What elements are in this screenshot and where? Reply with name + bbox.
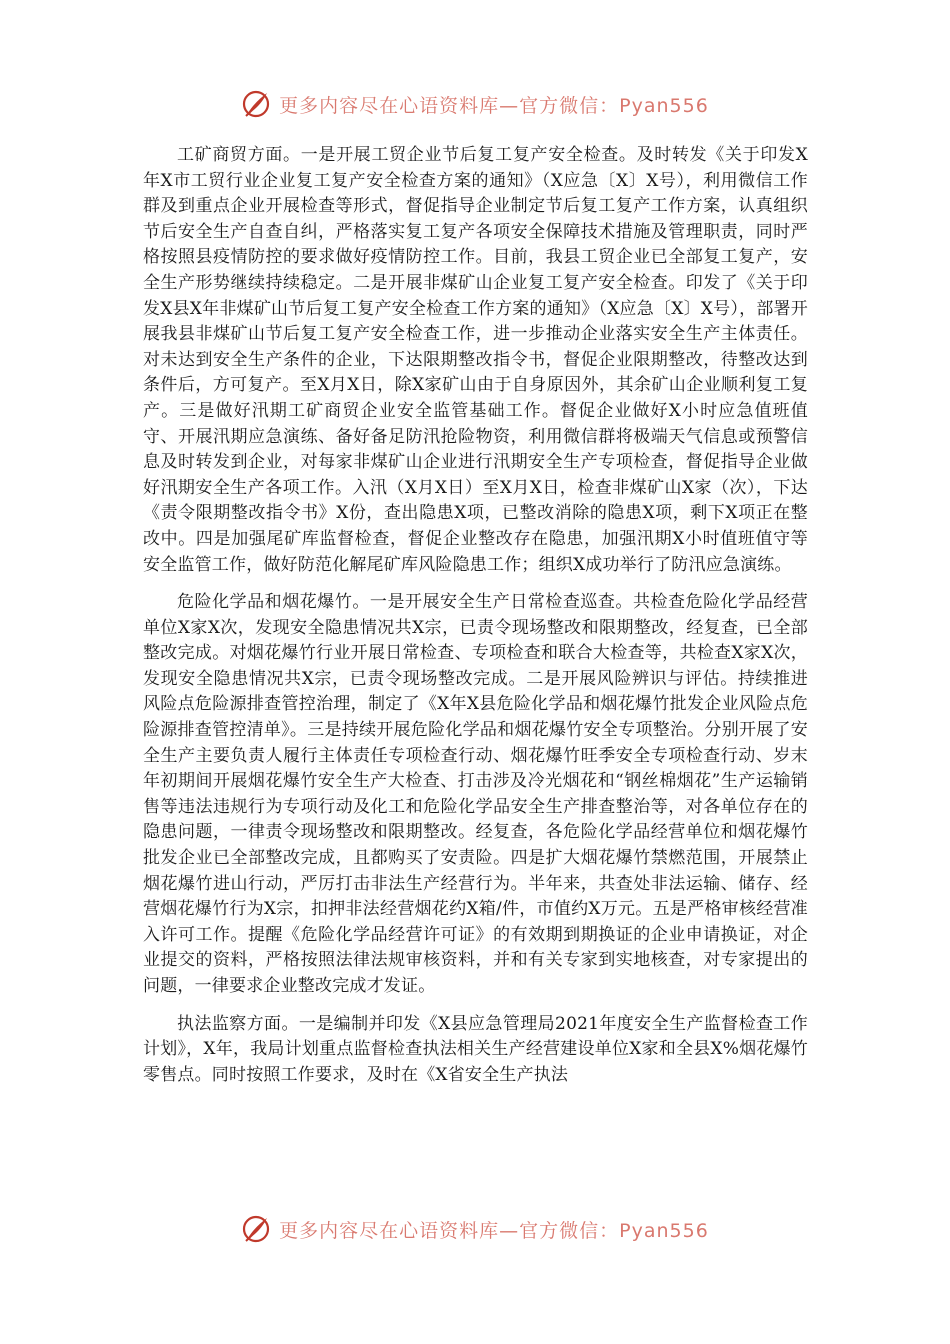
footer-banner-text: 更多内容尽在心语资料库—官方微信：Pyan556	[279, 1219, 709, 1242]
feather-pen-logo-icon	[241, 1214, 271, 1244]
paragraph-law-enforcement: 执法监察方面。一是编制并印发《X县应急管理局2021年度安全生产监督检查工作计划》，X年，我局计划重点监督检查执法相关生产经营建设单位X家和全县X%烟花爆竹零售点。同时按照工作要求，及时在《X省安全生产执法	[143, 1013, 808, 1085]
feather-pen-logo-icon	[241, 89, 271, 119]
paragraph-hazardous-chemicals-fireworks: 危险化学品和烟花爆竹。一是开展安全生产日常检查巡查。共检查危险化学品经营单位X家X次，发现安全隐患情况共X宗，已责令现场整改和限期整改，经复查，已全部整改完成。对烟花爆竹行业开展日常检查、专项检查和联合大检查等，共检查X家X次，发现安全隐患情况共X宗，已责令现场整改完成。二是开展风险辨识与评估。持续推进风险点危险源排查管控治理，制定了《X年X县危险化学品和烟花爆竹批发企业风险点危险源排查管控清单》。三是持续开展危险化学品和烟花爆竹安全专项整治。分别开展了安全生产主要负责人履行主体责任专项检查行动、烟花爆竹旺季安全专项检查行动、岁末年初期间开展烟花爆竹安全生产大检查、打击涉及冷光烟花和“钢丝棉烟花”生产运输销售等违法违规行为专项行动及化工和危险化学品安全生产排查整治等，对各单位存在的隐患问题，一律责令现场整改和限期整改。经复查，各危险化学品经营单位和烟花爆竹批发企业已全部整改完成，且都购买了安责险。四是扩大烟花爆竹禁燃范围，开展禁止烟花爆竹进山行动，严厉打击非法生产经营行为。半年来，共查处非法运输、储存、经营烟花爆竹行为X宗，扣押非法经营烟花约X箱/件，市值约X万元。五是严格审核经营准入许可工作。提醒《危险化学品经营许可证》的有效期到期换证的企业申请换证，对企业提交的资料，严格按照法律法规审核资料，并和有关专家到实地核查，对专家提出的问题，一律要求企业整改完成才发证。	[143, 592, 808, 996]
document-body	[143, 143, 808, 1100]
paragraph-industry-trade: 工矿商贸方面。一是开展工贸企业节后复工复产安全检查。及时转发《关于印发X年X市工贸行业企业复工复产安全检查方案的通知》（X应急〔X〕X号），利用微信工作群及到重点企业开展检查等形式，督促指导企业制定节后复工复产工作方案，认真组织节后安全生产自查自纠，严格落实复工复产各项安全保障技术措施及管理职责，同时严格按照县疫情防控的要求做好疫情防控工作。目前，我县工贸企业已全部复工复产，安全生产形势继续持续稳定。二是开展非煤矿山企业复工复产安全检查。印发了《关于印发X县X年非煤矿山节后复工复产安全检查工作方案的通知》（X应急〔X〕X号），部署开展我县非煤矿山节后复工复产安全检查工作，进一步推动企业落实安全生产主体责任。对未达到安全生产条件的企业，下达限期整改指令书，督促企业限期整改，待整改达到条件后，方可复产。至X月X日，除X家矿山由于自身原因外，其余矿山企业顺利复工复产。三是做好汛期工矿商贸企业安全监管基础工作。督促企业做好X小时应急值班值守、开展汛期应急演练、备好备足防汛抢险物资，利用微信群将极端天气信息或预警信息及时转发到企业，对每家非煤矿山企业进行汛期安全生产专项检查，督促指导企业做好汛期安全生产各项工作。入汛（X月X日）至X月X日，检查非煤矿山X家（次），下达《责令限期整改指令书》X份，查出隐患X项，已整改消除的隐患X项，剩下X项正在整改中。四是加强尾矿库监督检查，督促企业整改存在隐患，加强汛期X小时值班值守等安全监管工作，做好防范化解尾矿库风险隐患工作；组织X成功举行了防汛应急演练。	[143, 145, 808, 575]
header-banner	[0, 84, 950, 124]
header-banner-text: 更多内容尽在心语资料库—官方微信：Pyan556	[279, 94, 709, 117]
footer-banner	[0, 1209, 950, 1249]
